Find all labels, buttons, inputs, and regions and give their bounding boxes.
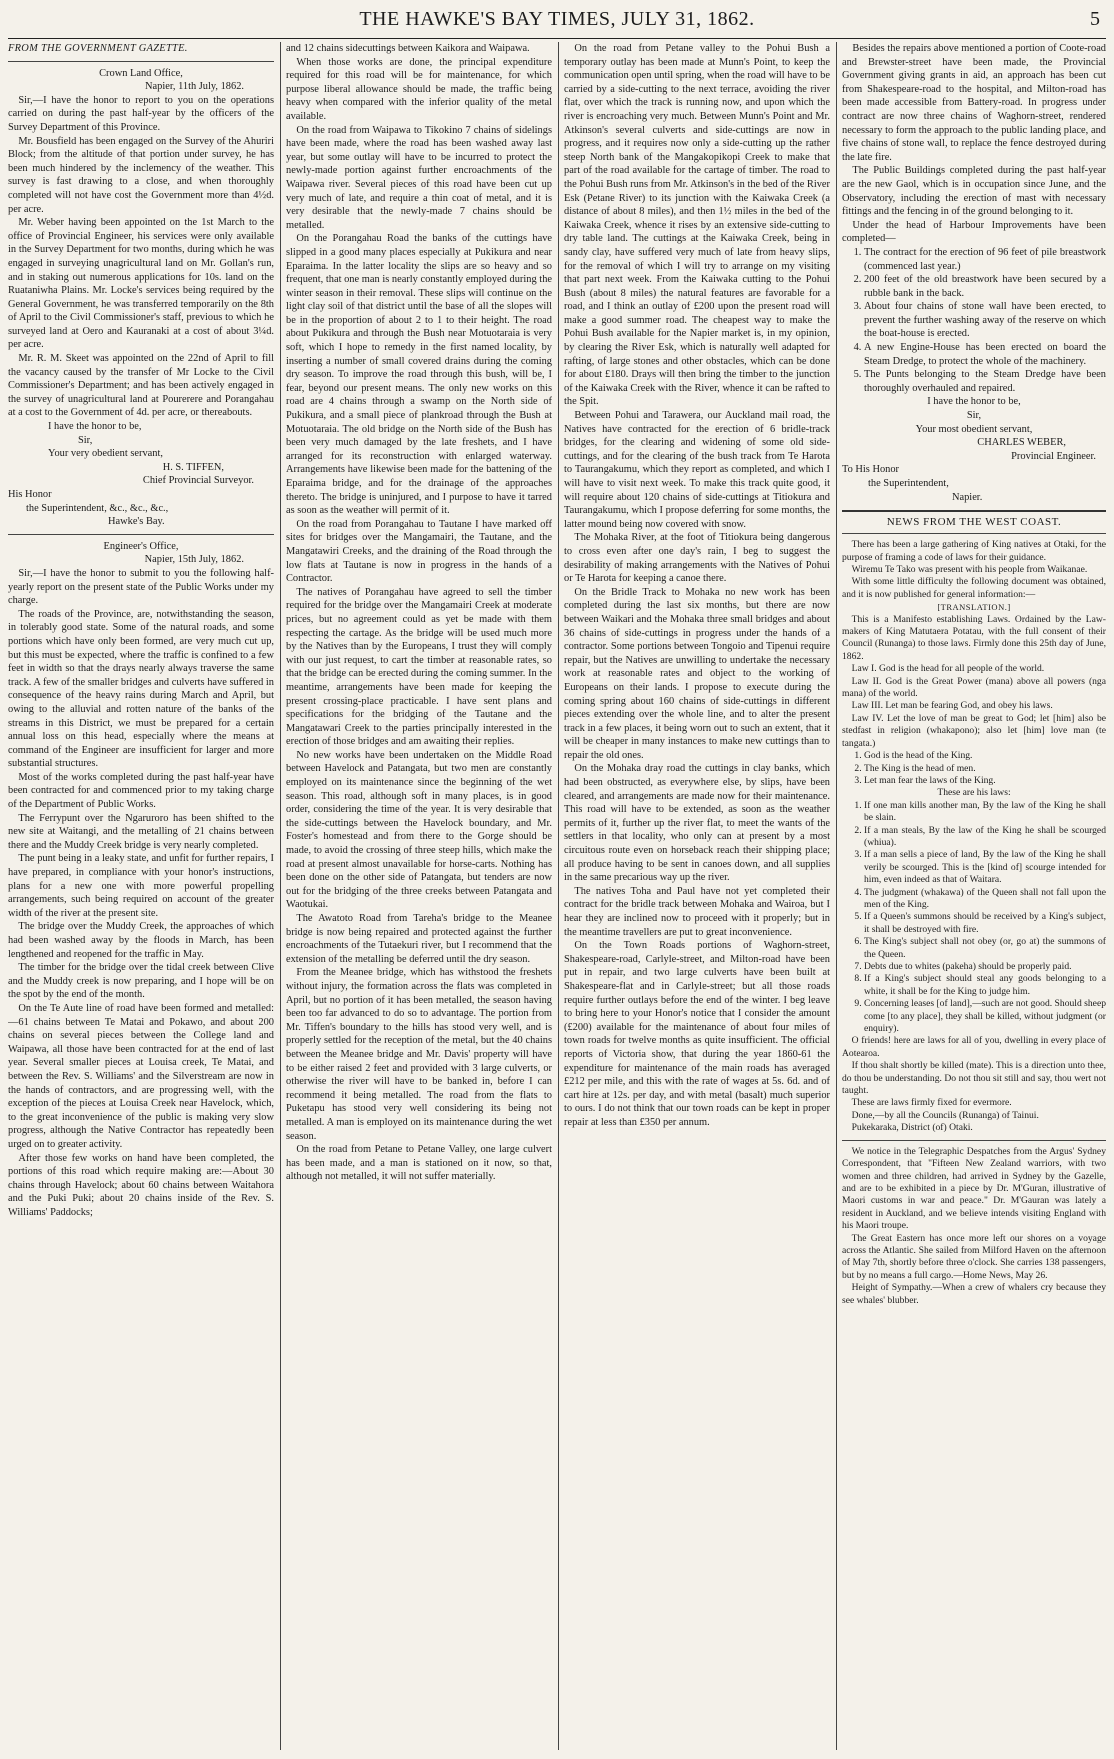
newspaper-title: THE HAWKE'S BAY TIMES, JULY 31, 1862. xyxy=(359,8,755,30)
list-item: 1. God is the head of the King. xyxy=(864,750,1106,762)
paragraph: On the road from Petane to Petane Valley, one large culvert has been made, and a man is stationed on it now, so that, although not metalled, it will not suffer materially. xyxy=(286,1144,552,1183)
closing: Your very obedient servant, xyxy=(48,448,163,460)
paragraph: On the road from Waipawa to Tikokino 7 chains of sidelings have been made, where the road has been washed away last year, but some outlay will have to be incurred to protect the newly-made portion against further encroachments of the Waipawa river. Several pieces of this road have been cut up very much of late, and require a thin coat of metal, and it is very desirable that the newly-made 7 chains should be metalled. xyxy=(286,124,552,231)
law-item: Law IV. Let the love of man be great to God; let [him] also be stedfast in religion (whakapono); also let [him] love man (te tangata.) xyxy=(842,712,1106,749)
paragraph: No new works have been undertaken on the Middle Road between Havelock and Patangata, but two men are constantly employed on its maintenance since the beginning of the wet season. This road, although soft in many places, is in good order, considering the time of the year. It is very desirable that the side-cuttings between the Havelock boundary, and Mr. Foster's homestead and from there to the Gorge should be made, to avoid the crossing of three steep hills, which make the road at present almost unavailable for horse-carts. Nothing has been done on the other side of Patangata, but tenders are now out for the bridging of the three creeks between Patangata and Waotukai. xyxy=(286,749,552,911)
paragraph: The roads of the Province, are, notwithstanding the season, in tolerably good state. Some of the natural roads, and some portions which have only been formed, are very much cut up, but this must be expected, where the traffic is confined to a few feet in width so that the drays nearly always traverse the same track. A few of the smaller bridges and culverts have suffered in consequence of the heavy rains during March and April, but owing to the alluvial and rotten nature of the banks of the streams in this District, we must be prepared for a certain annual loss on this head, especially where the means at command of the Engineer are insufficient for larger and more substantial structures. xyxy=(8,608,274,770)
paragraph: Most of the works completed during the past half-year have been contracted for and commenced prior to my taking charge of the Department of Public Works. xyxy=(8,771,274,811)
paragraph: Sir,—I have the honor to report to you on the operations carried on during the past half-year by the officers of the Survey Department of this Province. xyxy=(8,94,274,133)
closing: Sir, xyxy=(966,410,982,422)
paragraph: On the Te Aute line of road have been formed and metalled:—61 chains between Te Matai and Pokawo, and about 200 chains on several pieces between the College land and Waipawa, all those have been contracted for at the end of last year. Several smaller pieces at Louisa creek, Te Matai, and between the Rev. S. Williams' and the Silverstream are now in the hands of contractors, and are progressing well, with the exception of the pieces at Louisa Creek near Havelock, which, to the great inconvenience of the public is making very slow progress, although the Native Contractor has repeatedly been urged on to greater activity. xyxy=(8,1002,274,1150)
paragraph: The Awatoto Road from Tareha's bridge to the Meanee bridge is now being repaired and protected against the further encroachments of the Tutaekuri river, but I recommend that the extension of the metalling be deferred until the dry season. xyxy=(286,913,552,965)
section-heading: FROM THE GOVERNMENT GAZETTE. xyxy=(8,43,188,54)
paragraph: The Ferrypunt over the Ngaruroro has been shifted to the new site at Waitangi, and the metalling of 21 chains between there and the Muddy Creek bridge is very nearly completed. xyxy=(8,812,274,851)
paragraph: On the Town Roads portions of Waghorn-street, Shakespeare-road, Carlyle-street, and Milton-road have been put in repair, and two large culverts have been built at Shakespeare-flat and in Carlyle-street; but all those roads require further outlays before the end of the winter. I beg leave to bring here to your Honor's notice that I consider the amount (£200) available for the maintenance of about four miles of town roads for twelve months as quite insufficient. The official reports of Victoria show, that during the year 1860-61 the expenditure for maintenance of the main roads has averaged £212 per mile, and this with the rate of wages at 5s. 6d. and of cart hire at 12s. per day, and with metal (basalt) much superior to ours. I do not think that our town roads can be kept in proper repair at less than £350 per annum. xyxy=(564,940,830,1128)
paragraph: Mr. Weber having been appointed on the 1st March to the office of Provincial Engineer, his services were only available in the Survey Department for two months, during which he was engaged in surveying unagricultural land on Mr. Gollan's run, and in staking out numerous applications for 10s. land on the Ruataniwha Plains. Mr. Locke's services being required by the General Government, he was transferred temporarily on the 8th of April to the Civil Commissioner's staff, previous to which he surveyed land at Oero and Kauranaki at a cost of about 3¼d. per acre. xyxy=(8,217,274,351)
address-line: His Honor xyxy=(8,489,52,500)
paragraph: and 12 chains sidecuttings between Kaikora and Waipawa. xyxy=(286,43,530,54)
closing: I have the honor to be, xyxy=(927,396,1021,408)
paragraph: When those works are done, the principal expenditure required for this road will be for maintenance, for which purpose liberal allowance should be made, the traffic being heavy when compared with the inferior quality of the metal available. xyxy=(286,56,552,122)
dateline: Napier, 15th July, 1862. xyxy=(144,554,244,566)
header-rule xyxy=(8,38,1106,39)
paragraph: There has been a large gathering of King natives at Otaki, for the purpose of framing a code of laws for their guidance. xyxy=(842,539,1106,563)
paragraph: The natives Toha and Paul have not yet completed their contract for the bridle track between Mohaka and Wairoa, but I hear they are inclined now to proceed with it properly; but in the meantime travellers are put to great inconvenience. xyxy=(564,885,830,938)
signer-title: Provincial Engineer. xyxy=(1011,450,1096,462)
divider xyxy=(8,534,274,535)
paragraph: The natives of Porangahau have agreed to sell the timber required for the bridge over the Mangamairi Creek at moderate prices, but no agreement could as yet be made with them respecting the cartage. As the bridge will be used much more by the Natives than by the Europeans, I trust they will comply with our just request, to cart the timber at reasonable rates, so that the bridge can be erected during the coming summer. In the meantime, arrangements have been made for keeping the present crossing-place practicable. I have sent plans and specifications for the bridging of the Tautane and the Mangatawari Creek to the parties principally interested in the erection of those bridges and am awaiting their replies. xyxy=(286,586,552,748)
list-item: 5. If a Queen's summons should be received by a King's subject, it shall be destroyed with fire. xyxy=(864,911,1106,936)
paragraph: Besides the repairs above mentioned a portion of Coote-road and Brewster-street have been made, the Provincial Government giving grants in aid, an approach has been cut from Shakespeare-road to the hospital, and Milton-road has been made accessible from Battery-road. In progress under contract are now three chains of Waghorn-street, rendered necessary to form the approach to the public landing place, and five chains of stone wall, to replace the fence destroyed during the late fire. xyxy=(842,43,1106,163)
divider xyxy=(842,533,1106,534)
column-2 xyxy=(286,42,552,1750)
list-item: 6. The King's subject shall not obey (or, go at) the summons of the Queen. xyxy=(864,936,1106,961)
paragraph: Sir,—I have the honor to submit to you the following half-yearly report on the present state of the Public Works under my charge. xyxy=(8,567,274,607)
creed-list xyxy=(842,750,1106,787)
office-line: Engineer's Office, xyxy=(103,540,179,552)
paragraph: The punt being in a leaky state, and unfit for further repairs, I have prepared, in compliance with your honor's instructions, plans for a new one with more powerful propelling arrangements, such being required on account of the greater width of the river at the present site. xyxy=(8,853,274,919)
column-divider xyxy=(558,42,559,1750)
address-line: Hawke's Bay. xyxy=(108,516,165,528)
list-item: 7. Debts due to whites (pakeha) should be properly paid. xyxy=(864,961,1106,973)
address-line: To His Honor xyxy=(842,464,899,476)
list-item: 1. If one man kills another man, By the law of the King he shall be slain. xyxy=(864,800,1106,825)
column-1 xyxy=(8,42,274,1750)
paragraph: On the Mohaka dray road the cuttings in clay banks, which had been obstructed, as everywhere else, by slips, have been cleared, and arrangements are made now for their maintenance. This road will have to be extended, as soon as the weather permits of it, further up the river flat, to meet the wants of the settlers in that locality, who only can at present by a most circuitous route even on horseback reach their shipping place; all produce having to be sent in canoes down, and all supplies in the same precarious way up the river. xyxy=(564,763,830,884)
law-item: Law II. God is the Great Power (mana) above all powers (nga mana) of the world. xyxy=(842,675,1106,700)
address-line: Napier. xyxy=(952,491,983,503)
paragraph: The timber for the bridge over the tidal creek between Clive and the Muddy creek is now preparing, and I hope will be on the spot by the end of the month. xyxy=(8,962,274,1001)
signer-title: Chief Provincial Surveyor. xyxy=(142,475,254,487)
translation-label: [TRANSLATION.] xyxy=(937,602,1011,613)
address-line: the Superintendent, &c., &c., &c., xyxy=(26,502,169,514)
law-item: Law III. Let man be fearing God, and obey his laws. xyxy=(851,700,1053,712)
list-item: 8. If a King's subject should steal any goods belonging to a white, it shall be for the King to judge him. xyxy=(864,973,1106,998)
harbour-list xyxy=(842,246,1106,396)
paragraph: We notice in the Telegraphic Despatches from the Argus' Sydney Correspondent, that "Fifteen New Zealand warriors, with two women and three children, had arrived in Sydney by the Gazelle, and are to be exhibited in a piece by Dr. M'Guran, illustrative of Maori customs in war and peace." Dr. M'Gauran was lately a resident in Auckland, and we believe intends visiting England with his Maori troupe. xyxy=(842,1145,1106,1232)
closing: I have the honor to be, xyxy=(48,421,142,433)
divider xyxy=(8,61,274,62)
paragraph: The Mohaka River, at the foot of Titiokura being dangerous to cross even after one day's rain, I beg to suggest the desirability of making arrangements with the Natives of Pohui or Te Harota for keeping a canoe there. xyxy=(564,532,830,585)
dateline: Napier, 11th July, 1862. xyxy=(145,81,244,93)
closing: Your most obedient servant, xyxy=(915,423,1033,435)
list-item: 9. Concerning leases [of land],—such are not good. Should sheep come [to any place], they shall be killed, without judgment (or enquiry). xyxy=(864,998,1106,1035)
paragraph: On the Bridle Track to Mohaka no new work has been completed during the last six months, but there are now between Waikari and the Mohaka three small bridges and about 36 chains of side-cuttings in progress under the hands of a contractor. Some portions between Tongoio and Tipenui require repair, but the Natives are unwilling to undertake the necessary work at reasonable rates and object to the working of Europeans on their lands. I propose to execute during the coming spring about 160 chains of side-cuttings in different pieces extending over the whole line, and to alter the present track in a few places, it being worn out to such an extent, that it will be cheaper in many instances to make new cuttings than to repair the old ones. xyxy=(564,586,830,761)
paragraph: With some little difficulty the following document was obtained, and it is now published for general information:— xyxy=(842,576,1106,600)
list-item: 2. If a man steals, By the law of the King he shall be scourged (whiua). xyxy=(864,825,1106,850)
divider xyxy=(842,510,1106,512)
signer-name: CHARLES WEBER, xyxy=(977,437,1066,449)
paragraph: Wiremu Te Tako was present with his people from Waikanae. xyxy=(851,564,1088,575)
list-item: 1. The contract for the erection of 96 feet of pile breastwork (commenced last year.) xyxy=(864,246,1106,273)
paragraph: The Great Eastern has once more left our shores on a voyage across the Atlantic. She sailed from Milford Haven on the afternoon of May 7th, shortly before three o'clock. She carries 138 passengers, but by no means a full cargo.—Home News, May 26. xyxy=(842,1232,1106,1281)
column-3 xyxy=(564,42,830,1750)
paragraph: The bridge over the Muddy Creek, the approaches of which had been washed away by the floods in March, has been lengthened and reopened for the traffic in May. xyxy=(8,921,274,960)
paragraph: Done,—by all the Councils (Runanga) of Tainui. xyxy=(851,1109,1039,1121)
column-4 xyxy=(842,42,1106,1750)
divider xyxy=(842,1140,1106,1141)
list-item: 2. The King is the head of men. xyxy=(864,763,1106,775)
column-divider xyxy=(836,42,837,1750)
paragraph: Mr. Bousfield has been engaged on the Survey of the Ahuriri Block; from the altitude of that portion under survey, he has been much hindered by the inclemency of the weather. This survey is fast drawing to a close, and when thoroughly completed will not have cost the Government more than 4½d. per acre. xyxy=(8,135,274,215)
paragraph: If thou shalt shortly be killed (mate). This is a direction unto thee, do thou be understanding. Do not thou sit still and say, thou wert not taught. xyxy=(842,1060,1106,1097)
column-divider xyxy=(280,42,281,1750)
paragraph: Height of Sympathy.—When a crew of whalers cry because they see whales' blubber. xyxy=(842,1282,1106,1306)
paragraph: This is a Manifesto establishing Laws. Ordained by the Law-makers of King Matutaera Potatau, with the full consent of their Council (Runanga) to those laws. Firmly done this 25th day of June, 1862. xyxy=(842,613,1106,662)
page-number: 5 xyxy=(1090,8,1100,30)
list-item: 3. If a man sells a piece of land, By the law of the King he shall verily be scourged. This is the [kind of] scourge intended for him, even indeed as that of Waitara. xyxy=(864,849,1106,886)
paragraph: These are laws firmly fixed for evermore. xyxy=(851,1097,1012,1109)
article-columns xyxy=(8,42,1106,1750)
paragraph: The Public Buildings completed during the past half-year are the new Gaol, which is in occupation since June, and the Observatory, including the erection of mast with necessary fittings and the fencing in of the ground belonging to it. xyxy=(842,165,1106,218)
list-item: 2. 200 feet of the old breastwork have been secured by a rubble bank in the back. xyxy=(864,273,1106,300)
paragraph: From the Meanee bridge, which has withstood the freshets without injury, the formation across the flats was completed in April, but no portion of it has been metalled, the season having been too far advanced to do so to advantage. The portion from Mr. Tiffen's boundary to the hills has stood very well, and is properly settled for the reception of the metal, but the 40 chains between the Meanee bridge and Mr. Davis' property will have to be either raised 2 feet and provided with 3 large culverts, or otherwise the river will have to be banked in, before I can recommend it being metalled. The road from the flats to Puketapu has stood very well considering its being not metalled. A man is employed on its maintenance during the wet season. xyxy=(286,967,552,1142)
subheading: These are his laws: xyxy=(937,787,1011,799)
signer-name: H. S. TIFFEN, xyxy=(162,461,224,473)
closing: Sir, xyxy=(78,434,93,446)
paragraph: Between Pohui and Tarawera, our Auckland mail road, the Natives have contracted for the erection of 6 bridle-track bridges, for the clearing and widening of some old side-cuttings, and for the clearing of the bush track from Te Harota to Taurangakumu, which they report as completed, and which I will have to visit next week. To make this track quite good, it will require about 120 chains of side-cuttings at Titiokura and Taurangakumu, which I propose deferring for some months, the latter mound being now covered with snow. xyxy=(564,410,830,530)
list-item: 4. The judgment (whakawa) of the Queen shall not fall upon the men of the King. xyxy=(864,887,1106,912)
paragraph: O friends! here are laws for all of you, dwelling in every place of Aotearoa. xyxy=(842,1035,1106,1059)
list-item: 3. About four chains of stone wall have been erected, to prevent the further washing away of the reserve on which the boat-house is erected. xyxy=(864,300,1106,341)
law-item: Law I. God is the head for all people of the world. xyxy=(851,663,1045,675)
paragraph: On the Porangahau Road the banks of the cuttings have slipped in a good many places especially at Pukikura and near Eparaima. In the latter locality the slips are so heavy and so frequent, that one man is nearly constantly employed during the winter season in their removal. These slips will continue on the light clay soil of that district until the base of all the slopes will be in the proportion of about 2 to 1 to their height. The road about Pukikura and through the Bush near Motuotaraia is very soft, which I hope to remedy in the first named locality, by inserting a number of small covered drains during the coming dry season. To improve the road through this bush, will be, I fear, beyond our present means. The only new works on this road are 4 chains through a swamp on the North side of Pukikura, and a small piece of plankroad through the Bush at Motuotaraia. The old bridge on the North side of the Bush has been very much damaged by the late freshets, and I have arranged for its reconstruction with enlarged waterway. Arrangements have likewise been made for the battening of the Eparaima bridge, and for the drainage of the approaches thereto. The bridge is uninjured, and I purpose to have it tarred as soon as the weather will permit of it. xyxy=(286,233,552,517)
paragraph: After those few works on hand have been completed, the portions of this road which require making are:—About 30 chains through Havelock; about 60 chains between Waitahora and the Puki Puki; about 20 chains inside of the Rev. S. Williams' Paddocks; xyxy=(8,1152,274,1218)
address-line: the Superintendent, xyxy=(868,478,949,489)
place-line: Pukekaraka, District (of) Otaki. xyxy=(851,1122,973,1134)
list-item: 5. The Punts belonging to the Steam Dredge have been thoroughly overhauled and repaired. xyxy=(864,368,1106,395)
paragraph: Mr. R. M. Skeet was appointed on the 22nd of April to fill the vacancy caused by the transfer of Mr Locke to the Civil Commissioner's Department; and has been actively engaged in the survey of unagricultural land at Pourerere and Porangahau at a cost to the Government of 4d. per acre, or thereabouts. xyxy=(8,353,274,419)
paragraph: On the road from Porangahau to Tautane I have marked off sites for bridges over the Mangamairi, the Tautane, and the Mangatawiri Creeks, and the draining of the Road through the low flats at Tautane is now in progress in the hands of a Contractor. xyxy=(286,518,552,585)
list-item: 4. A new Engine-House has been erected on board the Steam Dredge, to protect the whole of the machinery. xyxy=(864,341,1106,368)
office-line: Crown Land Office, xyxy=(99,67,183,79)
paragraph: Under the head of Harbour Improvements have been completed— xyxy=(842,219,1106,245)
news-heading: NEWS FROM THE WEST COAST. xyxy=(886,516,1062,529)
paragraph: On the road from Petane valley to the Pohui Bush a temporary outlay has been made at Munn's Point, to keep the communication open until spring, when the road will have to be carried by a side-cutting to the next terrace, avoiding the river flat, over which the track is running now, and upon which the river is encroaching very much. Between Munn's Point and Mr. Atkinson's several culverts and side-cuttings are now in progress, and it requires now only a side-cutting up the rather steep North bank of the Mangakopikopi Creek to make that part of the road available for the cartage of timber. The road to the Pohui Bush runs from Mr. Atkinson's in the bed of the River Esk (Petane River) to its junction with the Kaiwaka Creek (a distance of about 8 miles), and then 1½ miles in the bed of the Kaiwaka Creek, whence it rises by an extensive side-cutting to dry table land. The cuttings at the Kaiwaka Creek, being in sandy clay, have suffered very much of late from heavy slips, for the removal of which I will try to arrange on my visiting that part next week. From the Kaiwaka cutting to the Pohui Bush (about 8 miles) the natural features are favorable for a road, and I think an outlay of £200 upon the present road will make a good summer road. The cheapest way to make the Pohui Bush available for the Napier market is, in my opinion, by clearing the River Esk, which is naturally well adapted for rafting, of large stones and other obstacles, which can be done for about £180. Drays will then bring the timber to the junction of the Kaiwaka Creek with the River, whence it can be rafted to the Spit. xyxy=(564,43,830,408)
list-item: 3. Let man fear the laws of the King. xyxy=(864,775,1106,787)
king-laws-list xyxy=(842,800,1106,1036)
masthead xyxy=(0,0,1114,38)
